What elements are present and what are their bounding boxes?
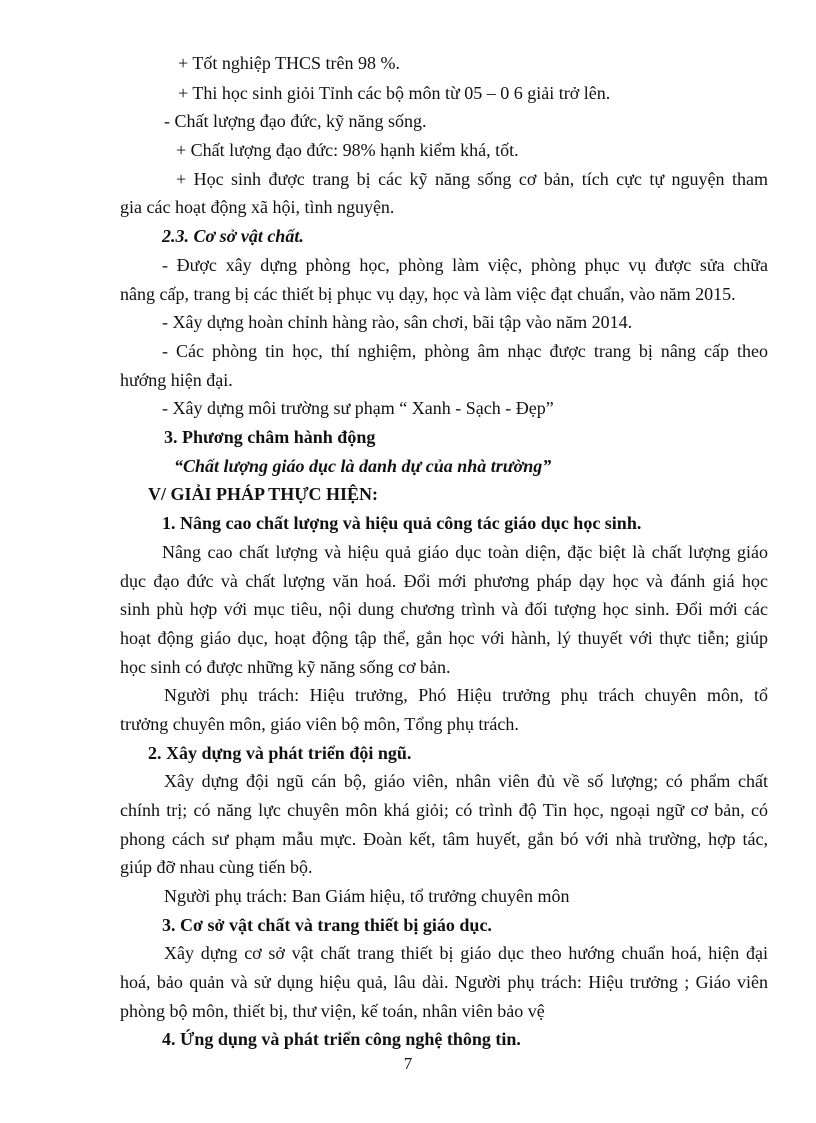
text-line: Nâng cao chất lượng và hiệu quả giáo dục toàn diện, đặc biệt là chất lượng giáo: [162, 542, 768, 562]
text-line: hướng hiện đại.: [120, 370, 233, 390]
text-line: - Chất lượng đạo đức, kỹ năng sống.: [164, 111, 427, 131]
section-heading: 2. Xây dựng và phát triển đội ngũ.: [148, 743, 412, 763]
text-line: phong cách sư phạm mẫu mực. Đoàn kết, tâm huyết, gắn bó với nhà trường, hợp tác,: [120, 829, 768, 849]
section-heading: 3. Cơ sở vật chất và trang thiết bị giáo dục.: [162, 915, 492, 935]
section-heading: V/ GIẢI PHÁP THỰC HIỆN:: [148, 484, 379, 504]
text-line: gia các hoạt động xã hội, tình nguyện.: [120, 197, 395, 217]
text-line: sinh phù hợp với mục tiêu, nội dung chương trình và đối tượng học sinh. Đổi mới các: [120, 599, 768, 619]
text-line: hoạt động giáo dục, hoạt động tập thể, gắn học với hành, lý thuyết với thực tiễn; giúp: [120, 628, 768, 648]
text-line: Người phụ trách: Hiệu trưởng, Phó Hiệu trưởng phụ trách chuyên môn, tổ: [164, 685, 768, 705]
motto: “Chất lượng giáo dục là danh dự của nhà trường”: [174, 456, 552, 476]
text-line: phòng bộ môn, thiết bị, thư viện, kế toán, nhân viên bảo vệ: [120, 1001, 545, 1021]
text-line: - Xây dựng hoàn chỉnh hàng rào, sân chơi, bãi tập vào năm 2014.: [162, 312, 633, 332]
text-line: - Xây dựng môi trường sư phạm “ Xanh - Sạch - Đẹp”: [162, 398, 554, 418]
section-heading: 4. Ứng dụng và phát triển công nghệ thông tin.: [162, 1029, 521, 1049]
text-line: học sinh có được những kỹ năng sống cơ bản.: [120, 657, 451, 677]
section-heading: 3. Phương châm hành động: [164, 427, 376, 447]
text-line: Xây dựng cơ sở vật chất trang thiết bị giáo dục theo hướng chuẩn hoá, hiện đại: [164, 943, 768, 963]
text-line: Xây dựng đội ngũ cán bộ, giáo viên, nhân viên đủ về số lượng; có phẩm chất: [164, 771, 768, 791]
text-line: Người phụ trách: Ban Giám hiệu, tổ trưởng chuyên môn: [164, 886, 570, 906]
section-heading: 2.3. Cơ sở vật chất.: [162, 226, 304, 246]
text-line: - Các phòng tin học, thí nghiệm, phòng âm nhạc được trang bị nâng cấp theo: [162, 341, 768, 361]
text-line: chính trị; có năng lực chuyên môn khá giỏi; có trình độ Tin học, ngoại ngữ cơ bản, có: [120, 800, 768, 820]
text-line: + Tốt nghiệp THCS trên 98 %.: [178, 53, 400, 73]
text-line: giúp đỡ nhau cùng tiến bộ.: [120, 857, 313, 877]
section-heading: 1. Nâng cao chất lượng và hiệu quả công tác giáo dục học sinh.: [162, 513, 642, 533]
page-number: 7: [403, 1054, 413, 1073]
text-line: nâng cấp, trang bị các thiết bị phục vụ dạy, học và làm việc đạt chuẩn, vào năm 2015.: [120, 284, 736, 304]
text-line: + Học sinh được trang bị các kỹ năng sống cơ bản, tích cực tự nguyện tham: [176, 169, 768, 189]
text-line: hoá, bảo quản và sử dụng hiệu quả, lâu dài. Người phụ trách: Hiệu trưởng ; Giáo viên: [120, 972, 768, 992]
text-line: dục đạo đức và chất lượng văn hoá. Đổi mới phương pháp dạy học và đánh giá học: [120, 571, 768, 591]
text-line: trưởng chuyên môn, giáo viên bộ môn, Tổng phụ trách.: [120, 714, 519, 734]
text-line: + Thi học sinh giỏi Tỉnh các bộ môn từ 05 – 0 6 giải trở lên.: [178, 83, 611, 103]
text-line: + Chất lượng đạo đức: 98% hạnh kiểm khá, tốt.: [176, 140, 519, 160]
text-line: - Được xây dựng phòng học, phòng làm việc, phòng phục vụ được sửa chữa: [162, 255, 768, 275]
